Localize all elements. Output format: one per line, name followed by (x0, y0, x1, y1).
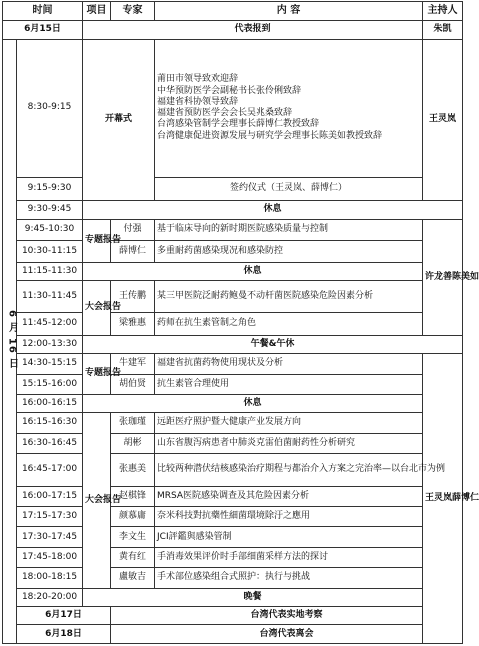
header-item: 项目 (83, 2, 111, 21)
expert-cell: 黄有红 (111, 547, 155, 567)
row-dinner (3, 588, 463, 606)
time-signing: 9:15-9:30 (17, 177, 83, 201)
header-row (3, 2, 463, 21)
table-row (3, 280, 463, 312)
table-row (3, 527, 463, 547)
content-cell: 基于临床导向的新时期医院感染质量与控制 (155, 219, 423, 241)
host-afternoon: 王灵岚薛博仁 (423, 354, 463, 644)
date-june18: 6月18日 (17, 625, 111, 644)
time-cell: 16:00-16:15 (17, 395, 83, 413)
expert-cell: 付强 (111, 219, 155, 241)
table-row (3, 486, 463, 506)
time-cell: 16:15-16:30 (17, 413, 83, 433)
time-cell: 16:00-17:15 (17, 486, 83, 506)
content-cell: 手消毒效果评价时手部细菌采样方法的探讨 (155, 547, 423, 567)
expert-cell: 张惠美 (111, 454, 155, 486)
expert-cell: 李文生 (111, 527, 155, 547)
time-cell: 11:45-12:00 (17, 313, 83, 336)
lunch-label: 午餐&午休 (83, 335, 463, 353)
opening-line: 福建省预防医学会会长吴兆桑致辞 (157, 108, 293, 119)
row-break1 (3, 201, 463, 219)
row-opening (3, 39, 463, 177)
june18-content: 台湾代表离会 (111, 625, 463, 644)
expert-cell: 牛建军 (111, 354, 155, 374)
opening-line: 台湾健康促进资源发展与研究学会理事长陈美如教授致辞 (157, 130, 383, 141)
header-time: 时间 (3, 2, 83, 21)
item-morning-topic: 专题报告 (83, 219, 111, 262)
opening-content (155, 39, 423, 177)
date-june16-cell (3, 39, 17, 643)
checkin-host: 朱凯 (423, 21, 463, 39)
expert-cell: 胡伯贤 (111, 374, 155, 394)
time-cell: 16:30-16:45 (17, 433, 83, 453)
table-row (3, 241, 463, 263)
schedule-table (2, 1, 479, 644)
signing-content: 签约仪式（王灵岚、薛博仁） (155, 177, 423, 201)
row-june15 (3, 21, 463, 39)
item-afternoon-topic: 专题报告 (83, 354, 111, 395)
break1-label: 休息 (83, 201, 463, 219)
expert-cell: 薛博仁 (111, 241, 155, 263)
opening-line: 莆田市领导致欢迎辞 (157, 74, 239, 85)
content-cell: 药师在抗生素管制之角色 (155, 313, 423, 336)
time-opening: 8:30-9:15 (17, 39, 83, 177)
content-cell: 抗生素管合理使用 (155, 374, 423, 394)
table-row (3, 413, 463, 433)
opening-line: 台湾感染管制学会理事长薛博仁教授致辞 (157, 119, 320, 130)
expert-cell: 盧敏吉 (111, 568, 155, 588)
row-signing (3, 177, 463, 201)
time-cell: 17:15-17:30 (17, 506, 83, 526)
expert-cell: 张珈瑾 (111, 413, 155, 433)
date-june16: 6 月 16 日 (6, 309, 18, 369)
header-content: 内 容 (155, 2, 423, 21)
table-row (3, 547, 463, 567)
date-june17: 6月17日 (17, 607, 111, 625)
time-cell: 17:45-18:00 (17, 547, 83, 567)
date-june15: 6月15日 (3, 21, 83, 39)
time-break1: 9:30-9:45 (17, 201, 83, 219)
table-row (3, 354, 463, 374)
content-cell: 远距医疗照护暨大健康产业发展方向 (155, 413, 423, 433)
break2-label: 休息 (83, 262, 423, 280)
time-cell: 17:30-17:45 (17, 527, 83, 547)
time-cell: 11:30-11:45 (17, 280, 83, 312)
dinner-label: 晚餐 (83, 588, 423, 606)
content-cell: 奈米科技對抗藥性細菌環境除汙之應用 (155, 506, 423, 526)
row-break3 (3, 395, 463, 413)
table-row (3, 374, 463, 394)
item-opening: 开幕式 (83, 39, 155, 201)
table-row (3, 454, 463, 486)
expert-cell: 王传鹏 (111, 280, 155, 312)
expert-cell: 梁雅惠 (111, 313, 155, 336)
content-cell: 多重耐药菌感染现况和感染防控 (155, 241, 423, 263)
header-expert: 专家 (111, 2, 155, 21)
opening-line: 中华预防医学会副秘书长张伶俐致辞 (157, 85, 302, 96)
item-afternoon-plenary: 大会报告 (83, 413, 111, 588)
table-row (3, 568, 463, 588)
expert-cell: 赵棋锋 (111, 486, 155, 506)
content-cell: 福建省抗菌药物使用现状及分析 (155, 354, 423, 374)
time-cell: 9:45-10:30 (17, 219, 83, 241)
row-june17 (3, 607, 463, 625)
item-morning-plenary: 大会报告 (83, 280, 111, 335)
table-row (3, 313, 463, 336)
time-lunch: 12:00-13:30 (17, 335, 83, 353)
host-morning: 许龙善陈美如 (423, 219, 463, 335)
table-row (3, 219, 463, 241)
host-opening: 王灵岚 (423, 39, 463, 201)
header-host: 主持人 (423, 2, 463, 21)
table-row (3, 433, 463, 453)
time-cell: 18:00-18:15 (17, 568, 83, 588)
expert-cell: 胡彬 (111, 433, 155, 453)
row-break2 (3, 262, 463, 280)
content-cell: MRSA医院感染调查及其危险因素分析 (155, 486, 423, 506)
row-june18 (3, 625, 463, 644)
time-cell: 16:45-17:00 (17, 454, 83, 486)
time-cell: 11:15-11:30 (17, 262, 83, 280)
expert-cell: 颜慕庸 (111, 506, 155, 526)
time-cell: 15:15-16:00 (17, 374, 83, 394)
opening-line: 福建省科协领导致辞 (157, 96, 239, 107)
content-cell: JCI評鑑與感染管制 (155, 527, 423, 547)
content-cell: 手术部位感染组合式照护：执行与挑战 (155, 568, 423, 588)
row-lunch (3, 335, 463, 353)
break3-label: 休息 (83, 395, 423, 413)
content-cell: 山东省腹泻病患者中肺炎克雷伯菌耐药性分析研究 (155, 433, 423, 453)
content-cell: 比较两种潜伏结核感染治疗期程与都治介入方案之完治率—以台北市为例 (155, 454, 423, 486)
time-dinner: 18:20-20:00 (17, 588, 83, 606)
june17-content: 台湾代表实地考察 (111, 607, 463, 625)
content-cell: 某三甲医院泛耐药鲍曼不动杆菌医院感染危险因素分析 (155, 280, 423, 312)
time-cell: 10:30-11:15 (17, 241, 83, 263)
table-row (3, 506, 463, 526)
time-cell: 14:30-15:15 (17, 354, 83, 374)
checkin-content: 代表报到 (83, 21, 423, 39)
